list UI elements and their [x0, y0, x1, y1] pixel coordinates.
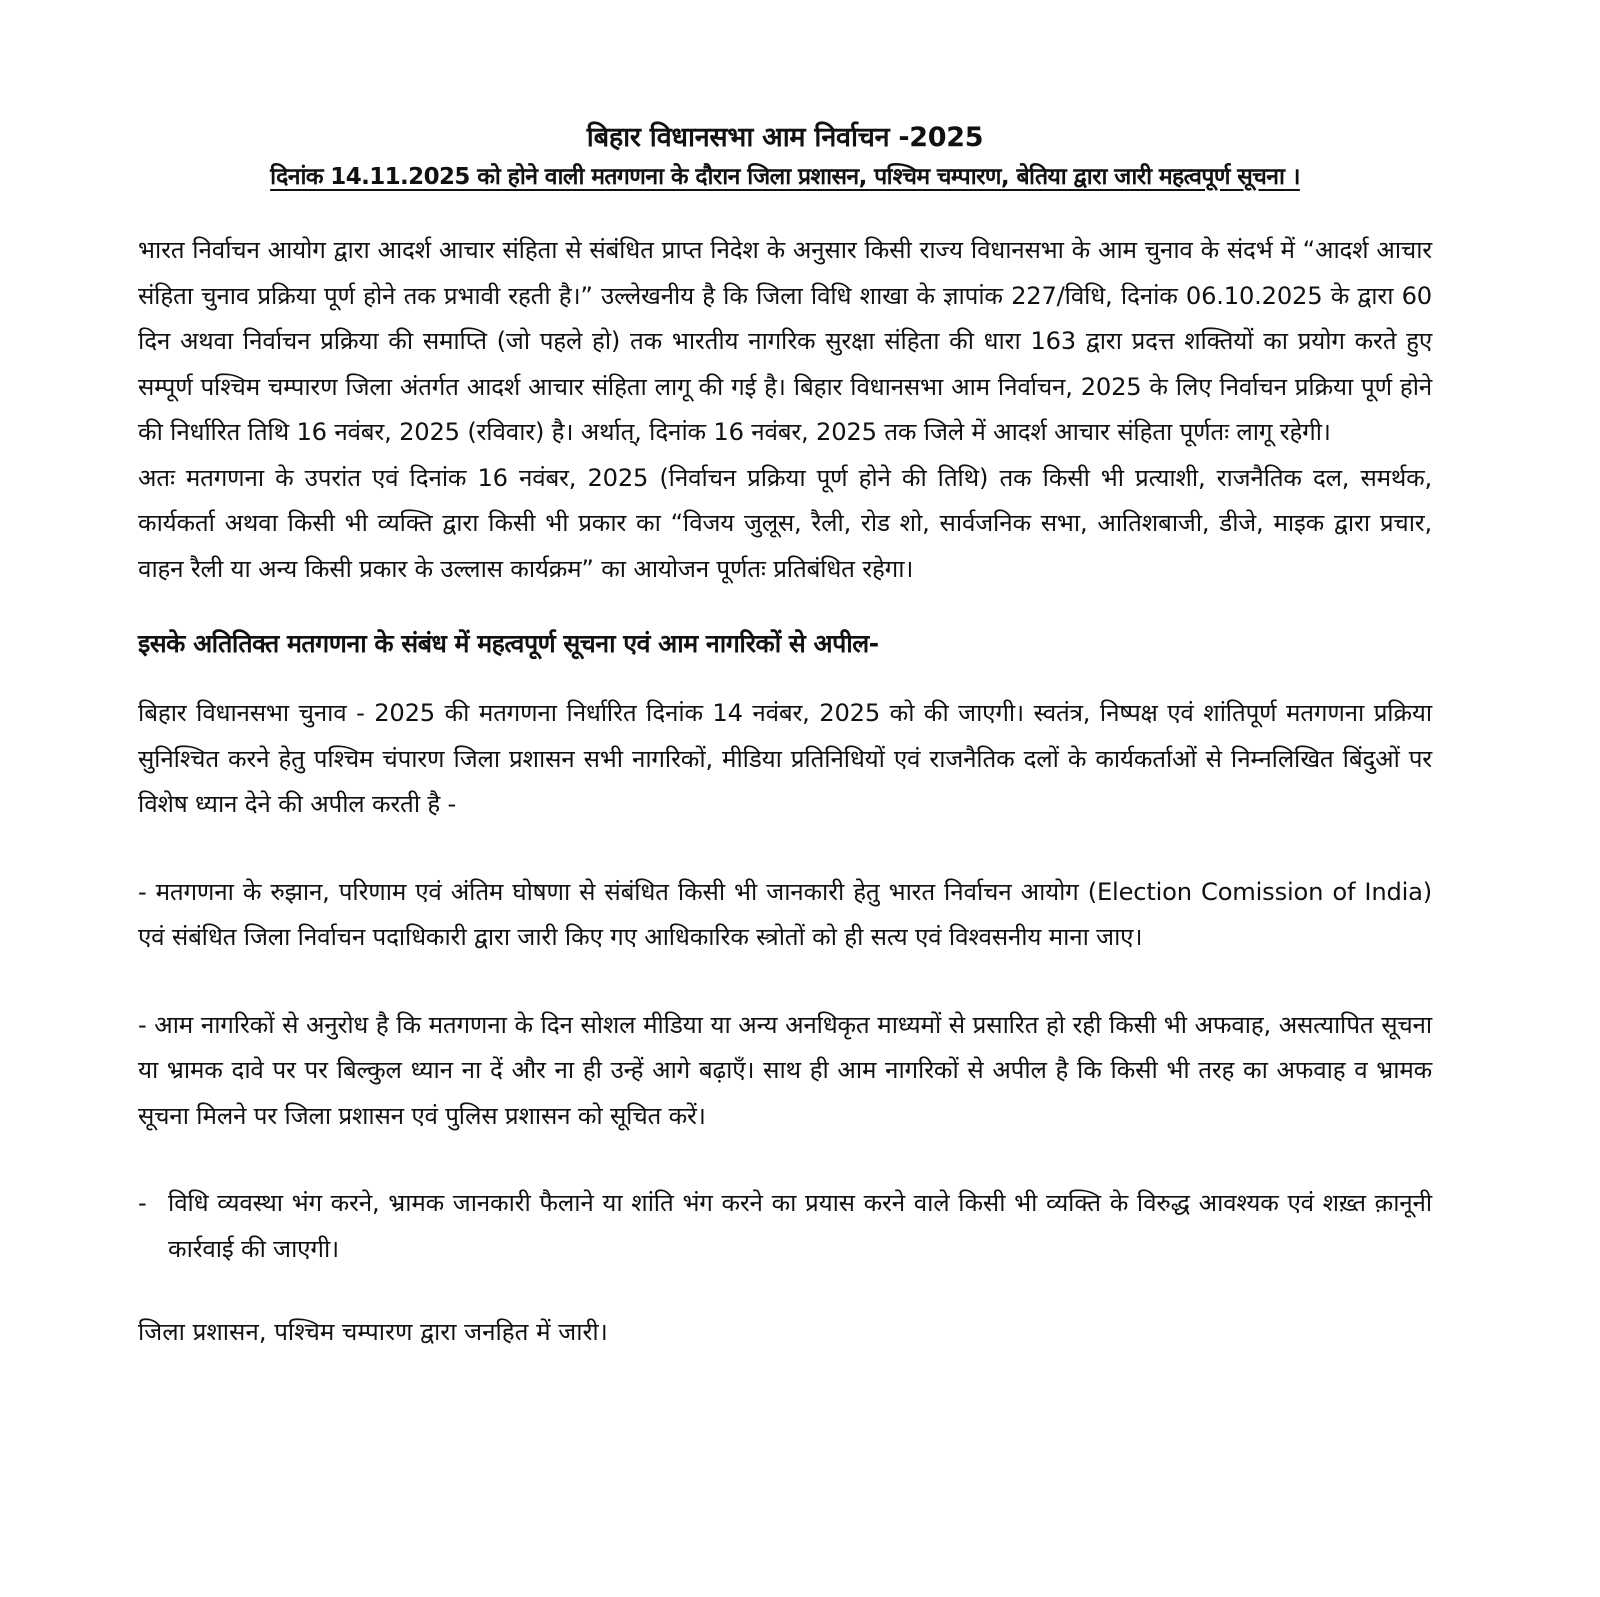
section-heading-appeal: इसके अतितिक्त मतगणना के संबंध में महत्वपूर्ण सूचना एवं आम नागरिकों से अपील-	[138, 629, 879, 658]
bullet-dash: -	[138, 1189, 147, 1217]
point-official-sources: - मतगणना के रुझान, परिणाम एवं अंतिम घोषणा से संबंधित किसी भी जानकारी हेतु भारत निर्वाचन आयोग (Election Comission of India) एवं संबंधित जिला निर्वाचन पदाधिकारी द्वारा जारी किए गए आधिकारिक स्त्रोतों को ही सत्य एवं विश्वसनीय माना जाए।	[138, 877, 1432, 951]
document-subtitle: दिनांक 14.11.2025 को होने वाली मतगणना के दौरान जिला प्रशासन, पश्चिम चम्पारण, बेतिया द्वारा जारी महत्वपूर्ण सूचना ।	[270, 164, 1300, 190]
paragraph-model-code: भारत निर्वाचन आयोग द्वारा आदर्श आचार संहिता से संबंधित प्राप्त निदेश के अनुसार किसी राज्य विधानसभा के आम चुनाव के संदर्भ में “आदर्श आचार संहिता चुनाव प्रक्रिया पूर्ण होने तक प्रभावी रहती है।” उल्लेखनीय है कि जिला विधि शाखा के ज्ञापांक 227/विधि, दिनांक 06.10.2025 के द्वारा 60 दिन अथवा निर्वाचन प्रक्रिया की समाप्ति (जो पहले हो) तक भारतीय नागरिक सुरक्षा संहिता की धारा 163 द्वारा प्रदत्त शक्तियों का प्रयोग करते हुए सम्पूर्ण पश्चिम चम्पारण जिला अंतर्गत आदर्श आचार संहिता लागू की गई है। बिहार विधानसभा आम निर्वाचन, 2025 के लिए निर्वाचन प्रक्रिया पूर्ण होने की निर्धारित तिथि 16 नवंबर, 2025 (रविवार) है। अर्थात्, दिनांक 16 नवंबर, 2025 तक जिले में आदर्श आचार संहिता पूर्णतः लागू रहेगी।	[138, 236, 1432, 446]
document-title: बिहार विधानसभा आम निर्वाचन -2025	[586, 122, 984, 153]
issuer-footer: जिला प्रशासन, पश्चिम चम्पारण द्वारा जनहित में जारी।	[138, 1318, 608, 1346]
notice-document	[138, 118, 1432, 1355]
point-legal-action	[138, 1181, 1432, 1272]
point-rumours: - आम नागरिकों से अनुरोध है कि मतगणना के दिन सोशल मीडिया या अन्य अनधिकृत माध्यमों से प्रसारित हो रही किसी भी अफवाह, असत्यापित सूचना या भ्रामक दावे पर पर बिल्कुल ध्यान ना दें और ना ही उन्हें आगे बढ़ाएँ। साथ ही आम नागरिकों से अपील है कि किसी भी तरह का अफवाह व भ्रामक सूचना मिलने पर जिला प्रशासन एवं पुलिस प्रशासन को सूचित करें।	[138, 1010, 1432, 1130]
point-legal-action-text: विधि व्यवस्था भंग करने, भ्रामक जानकारी फैलाने या शांति भंग करने का प्रयास करने वाले किसी भी व्यक्ति के विरुद्ध आवश्यक एवं शख़्त क़ानूनी कार्रवाई की जाएगी।	[168, 1189, 1432, 1263]
paragraph-counting-date: बिहार विधानसभा चुनाव - 2025 की मतगणना निर्धारित दिनांक 14 नवंबर, 2025 को की जाएगी। स्वतंत्र, निष्पक्ष एवं शांतिपूर्ण मतगणना प्रक्रिया सुनिश्चित करने हेतु पश्चिम चंपारण जिला प्रशासन सभी नागरिकों, मीडिया प्रतिनिधियों एवं राजनैतिक दलों के कार्यकर्ताओं से निम्नलिखित बिंदुओं पर विशेष ध्यान देने की अपील करती है -	[138, 699, 1432, 818]
paragraph-prohibition: अतः मतगणना के उपरांत एवं दिनांक 16 नवंबर, 2025 (निर्वाचन प्रक्रिया पूर्ण होने की तिथि) तक किसी भी प्रत्याशी, राजनैतिक दल, समर्थक, कार्यकर्ता अथवा किसी भी व्यक्ति द्वारा किसी भी प्रकार का “विजय जुलूस, रैली, रोड शो, सार्वजनिक सभा, आतिशबाजी, डीजे, माइक द्वारा प्रचार, वाहन रैली या अन्य किसी प्रकार के उल्लास कार्यक्रम” का आयोजन पूर्णतः प्रतिबंधित रहेगा।	[138, 463, 1432, 583]
